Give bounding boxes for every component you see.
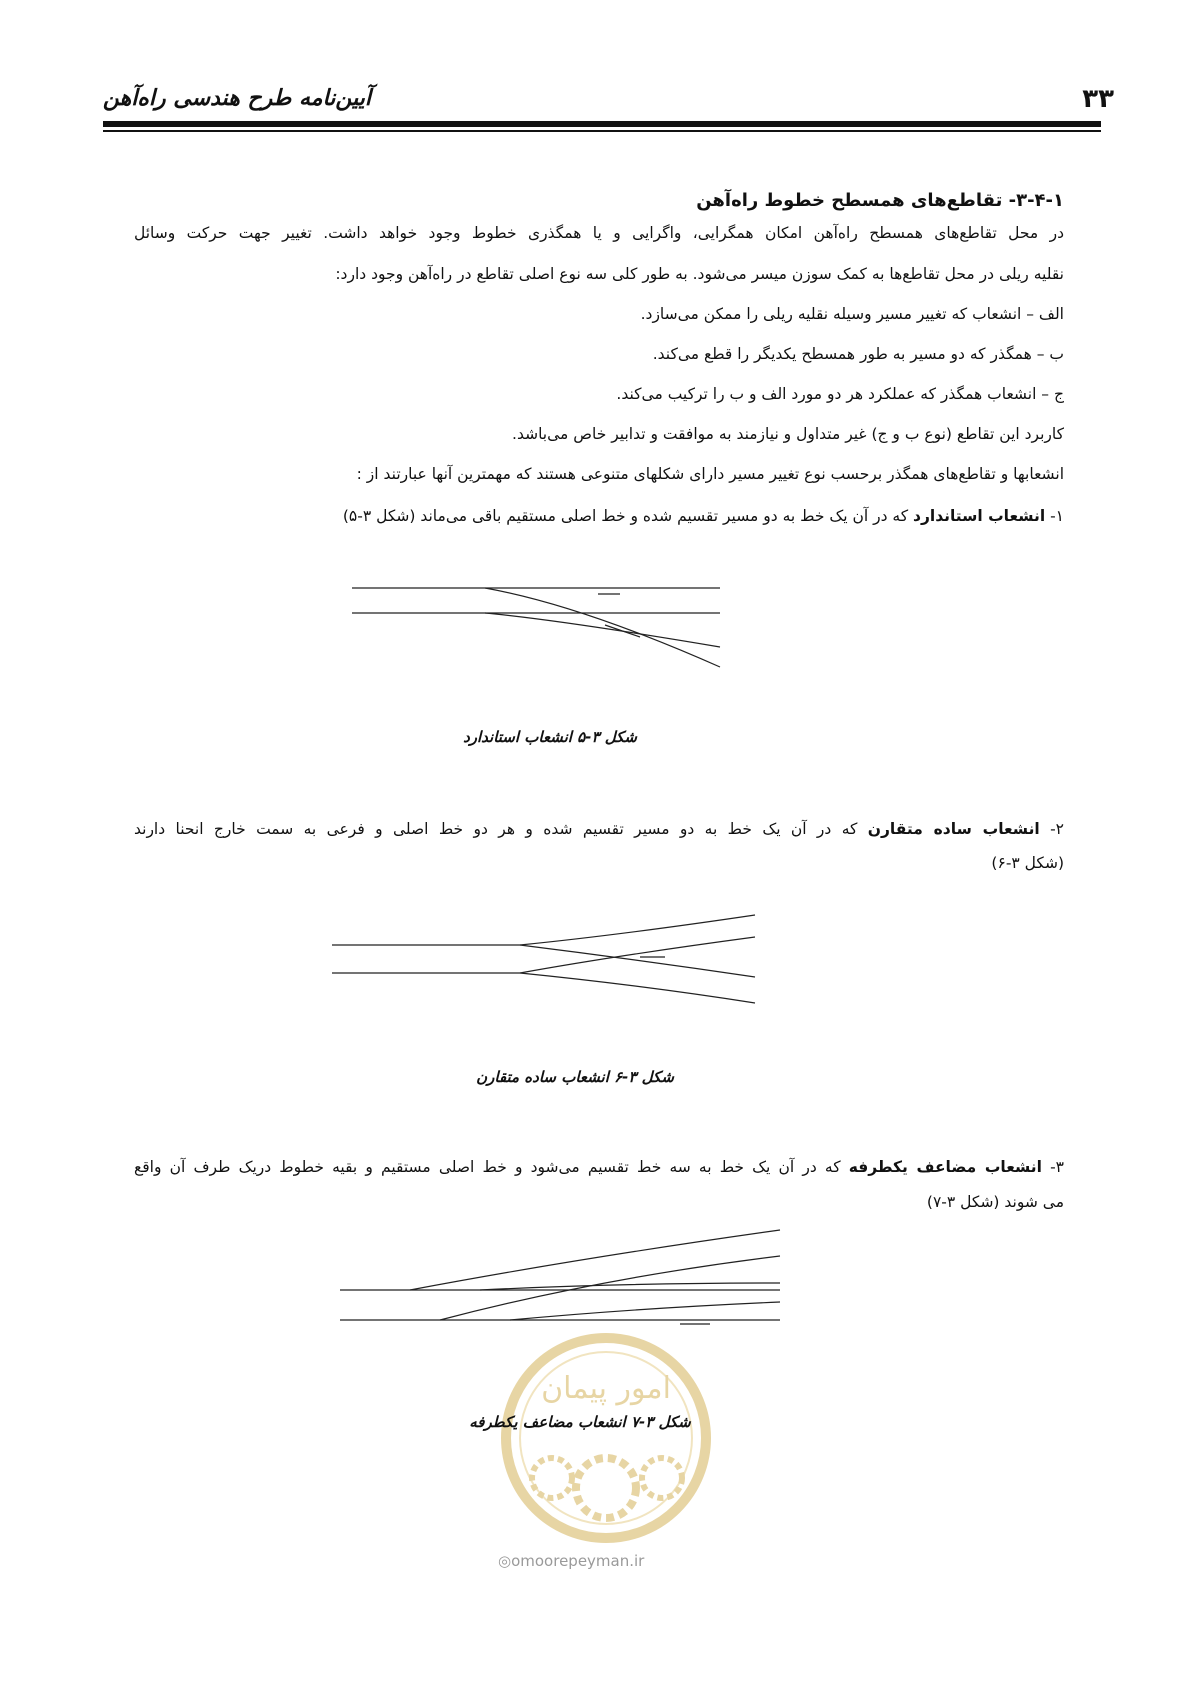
lower-branch-outer-rail [520,973,755,1003]
caption-figure-3-6: شکل ۳-۶ انشعاب ساده متقارن [476,1068,674,1086]
section-heading: ۳-۴-۱- تقاطع‌های همسطح خطوط راه‌آهن [696,190,1064,211]
running-header-title: آیین‌نامه طرح هندسی راه‌آهن [102,86,371,111]
item-2-line-2: (شکل ۳-۶) [991,854,1064,872]
item-2-number: ۲- [1039,820,1064,838]
list-item-b: ب – همگذر که دو مسیر به طور همسطح یکدیگر را قطع می‌کند. [652,345,1064,363]
usage-note: کاربرد این تقاطع (نوع ب و ج) غیر متداول و نیازمند به موافقت و تدابیر خاص می‌باشد. [512,425,1064,443]
branch-2-outer-rail [480,1283,780,1290]
item-3-line [134,1154,1064,1180]
item-2-text: که در آن یک خط به دو مسیر تقسیم شده و هر دو خط اصلی و فرعی به سمت خارج انحنا دارند [134,820,868,838]
list-item-a: الف – انشعاب که تغییر مسیر وسیله نقلیه ریلی را ممکن می‌سازد. [640,305,1064,323]
page-number: ۳۳ [1082,84,1114,114]
item-3-line-2: می شوند (شکل ۳-۷) [926,1193,1064,1211]
watermark-url-text: omoorepeyman.ir [511,1552,645,1570]
diverging-rail-outer [485,613,720,647]
item-3-term: انشعاب مضاعف یکطرفه [848,1158,1042,1176]
upper-branch-inner-rail [520,937,755,973]
item-2-line [134,816,1064,842]
watermark-url [498,1552,644,1570]
gear-icon [576,1458,636,1518]
caption-figure-3-5: شکل ۳-۵ انشعاب استاندارد [463,728,637,746]
item-3-number: ۳- [1041,1158,1064,1176]
caption-figure-3-7: شکل ۳-۷ انشعاب مضاعف یکطرفه [469,1413,691,1431]
seal-ring [506,1338,706,1538]
intro-line-2: نقلیه ریلی در محل تقاطع‌ها به کمک سوزن میسر می‌شود. به طور کلی سه نوع اصلی تقاطع در راه‌آهن وجود دارد: [335,265,1064,283]
item-1-line [343,503,1064,529]
item-1-term: انشعاب استاندارد [913,507,1046,525]
intro-line-1: در محل تقاطع‌های همسطح راه‌آهن امکان همگرایی، واگرایی و یا همگذری خطوط وجود خواهد داشت. تغییر جهت حرکت وسائل [134,224,1064,242]
list-item-c: ج – انشعاب همگذر که عملکرد هر دو مورد الف و ب را ترکیب می‌کند. [616,385,1064,403]
item-2-term: انشعاب ساده متقارن [867,820,1040,838]
item-1-text: که در آن یک خط به دو مسیر تقسیم شده و خط اصلی مستقیم باقی می‌ماند (شکل ۳-۵) [342,507,914,525]
item-1-number: ۱- [1045,507,1064,525]
lower-branch-inner-rail [520,945,755,977]
figure-standard-turnout [340,575,740,675]
seal-text: امور پیمان [541,1371,671,1406]
branch-1-outer-rail [410,1230,780,1290]
figure-double-one-sided-turnout [330,1228,790,1338]
branch-2-inner-rail [510,1302,780,1320]
at-icon: ◎ [498,1552,512,1570]
item-3-text: که در آن یک خط به سه خط تقسیم می‌شود و خط اصلی مستقیم و بقیه خطوط دریک طرف آن واقع [134,1158,849,1176]
gear-icon-small-right [642,1458,682,1498]
watermark-seal [482,1328,730,1558]
upper-branch-outer-rail [520,915,755,945]
header-rule-thin [103,130,1101,132]
header-rule-thick [103,121,1101,127]
figure-symmetric-turnout [320,905,770,1015]
diverging-rail-inner [485,588,720,667]
shapes-intro: انشعابها و تقاطع‌های همگذر برحسب نوع تغییر مسیر دارای شکلهای متنوعی هستند که مهمترین آنها عبارتند از : [356,465,1064,483]
branch-1-inner-rail [440,1256,780,1320]
